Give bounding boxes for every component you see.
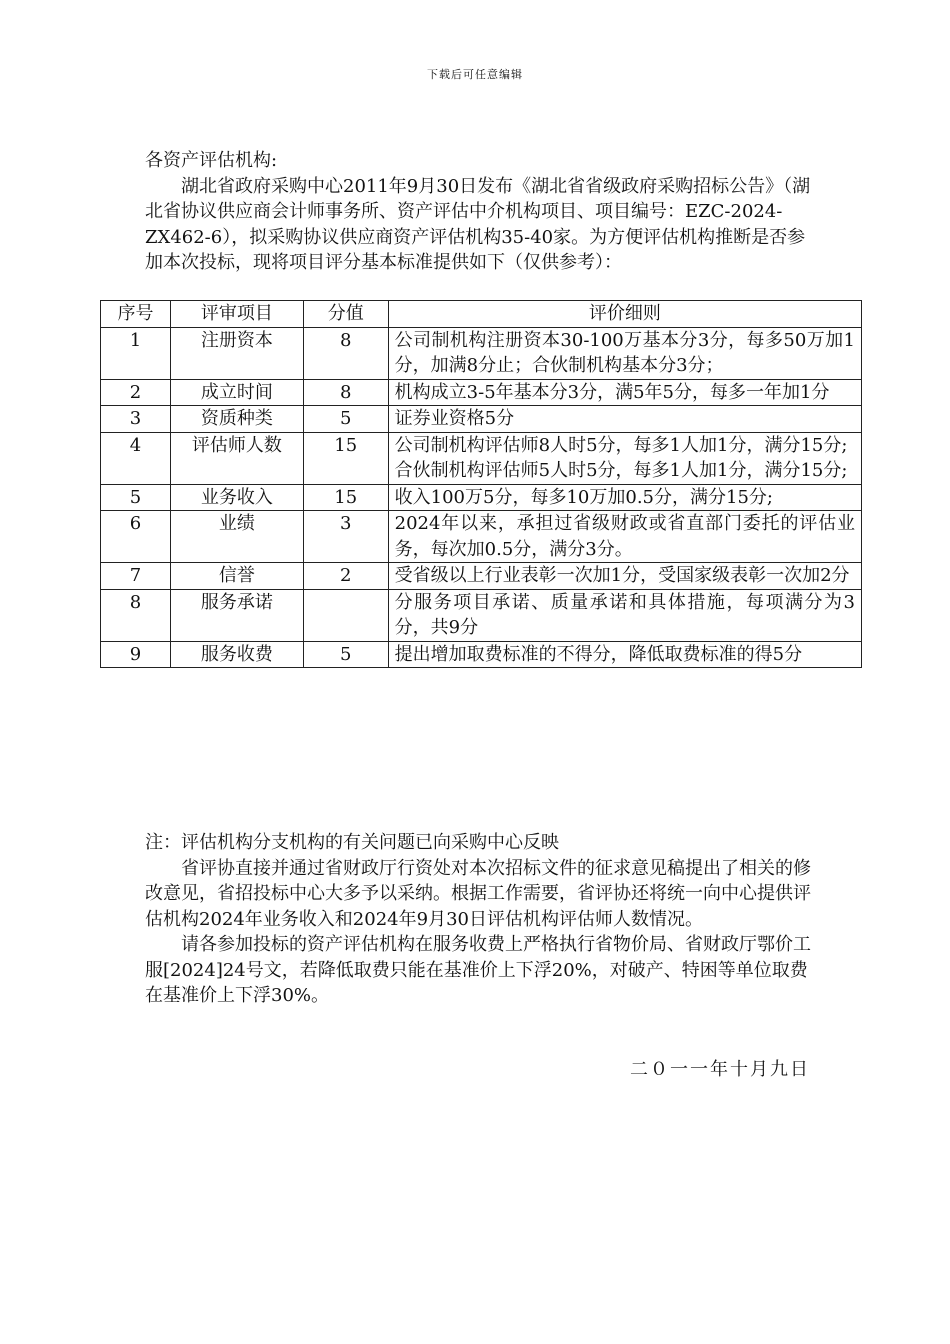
intro-paragraph: 湖北省政府采购中心2011年9月30日发布《湖北省省级政府采购招标公告》（湖北省协议供应商会计师事务所、资产评估中介机构项目、项目编号：EZC-2024-ZX462-6），拟采购协议供应商资产评估机构35-40家。为方便评估机构推断是否参加本次投标，现将项目评分基本标准提供如下（仅供参考）： xyxy=(145,175,811,273)
row-detail: 2024年以来，承担过省级财政或省直部门委托的评估业务，每次加0.5分，满分3分。 xyxy=(388,511,861,563)
row-no: 5 xyxy=(101,484,171,511)
row-no: 9 xyxy=(101,641,171,668)
header-detail: 评价细则 xyxy=(388,301,861,328)
table-row xyxy=(101,511,862,563)
row-detail: 分服务项目承诺、质量承诺和具体措施，每项满分为3分，共9分 xyxy=(388,589,861,641)
table-row xyxy=(101,589,862,641)
row-score: 3 xyxy=(303,511,388,563)
row-detail: 受省级以上行业表彰一次加1分，受国家级表彰一次加2分 xyxy=(388,563,861,590)
header-score: 分值 xyxy=(303,301,388,328)
row-detail: 收入100万5分，每多10万加0.5分，满分15分; xyxy=(388,484,861,511)
row-no: 2 xyxy=(101,379,171,406)
row-detail-line: 合伙制机构评估师5人时5分，每多1人加1分，满分15分; xyxy=(394,460,848,481)
row-item: 成立时间 xyxy=(170,379,303,406)
table-row xyxy=(101,563,862,590)
row-detail: 公司制机构注册资本30-100万基本分3分，每多50万加1分，加满8分止；合伙制机构基本分3分； xyxy=(388,327,861,379)
row-detail: 证券业资格5分 xyxy=(388,406,861,433)
table-row xyxy=(101,406,862,433)
row-item: 业绩 xyxy=(170,511,303,563)
row-no: 7 xyxy=(101,563,171,590)
row-detail xyxy=(388,432,861,484)
row-item: 信誉 xyxy=(170,563,303,590)
row-no: 3 xyxy=(101,406,171,433)
notes-section xyxy=(145,830,811,1009)
row-item: 业务收入 xyxy=(170,484,303,511)
page-header-note: 下载后可任意编辑 xyxy=(427,68,523,81)
row-item: 评估师人数 xyxy=(170,432,303,484)
row-detail-line: 公司制机构评估师8人时5分，每多1人加1分，满分15分; xyxy=(394,434,848,456)
row-score: 5 xyxy=(303,641,388,668)
row-item: 注册资本 xyxy=(170,327,303,379)
row-score: 2 xyxy=(303,563,388,590)
row-no: 1 xyxy=(101,327,171,379)
row-score: 8 xyxy=(303,379,388,406)
row-no: 4 xyxy=(101,432,171,484)
row-no: 6 xyxy=(101,511,171,563)
row-score: 5 xyxy=(303,406,388,433)
header-item: 评审项目 xyxy=(170,301,303,328)
table-row xyxy=(101,432,862,484)
notes-paragraph-1: 省评协直接并通过省财政厅行资处对本次招标文件的征求意见稿提出了相关的修改意见，省招投标中心大多予以采纳。根据工作需要，省评协还将统一向中心提供评估机构2024年业务收入和2024年9月30日评估机构评估师人数情况。 xyxy=(145,857,811,930)
table-row xyxy=(101,641,862,668)
row-detail: 机构成立3-5年基本分3分，满5年5分，每多一年加1分 xyxy=(388,379,861,406)
note-line: 注：评估机构分支机构的有关问题已向采购中心反映 xyxy=(145,832,559,853)
row-item: 服务收费 xyxy=(170,641,303,668)
table-row xyxy=(101,379,862,406)
letter-body xyxy=(145,148,811,276)
row-score: 15 xyxy=(303,484,388,511)
row-score: 8 xyxy=(303,327,388,379)
row-item: 服务承诺 xyxy=(170,589,303,641)
document-date: 二０一一年十月九日 xyxy=(630,1059,810,1080)
salutation: 各资产评估机构: xyxy=(145,150,278,171)
notes-paragraph-2: 请各参加投标的资产评估机构在服务收费上严格执行省物价局、省财政厅鄂价工服[2024]24号文，若降低取费只能在基准价上下浮20%，对破产、特困等单位取费在基准价上下浮30%。 xyxy=(145,934,811,1006)
table-row xyxy=(101,327,862,379)
table-row xyxy=(101,484,862,511)
row-score xyxy=(303,589,388,641)
row-item: 资质种类 xyxy=(170,406,303,433)
row-score: 15 xyxy=(303,432,388,484)
row-detail: 提出增加取费标准的不得分，降低取费标准的得5分 xyxy=(388,641,861,668)
header-no: 序号 xyxy=(101,301,171,328)
table-header-row xyxy=(101,301,862,328)
row-no: 8 xyxy=(101,589,171,641)
scoring-table xyxy=(100,300,862,668)
